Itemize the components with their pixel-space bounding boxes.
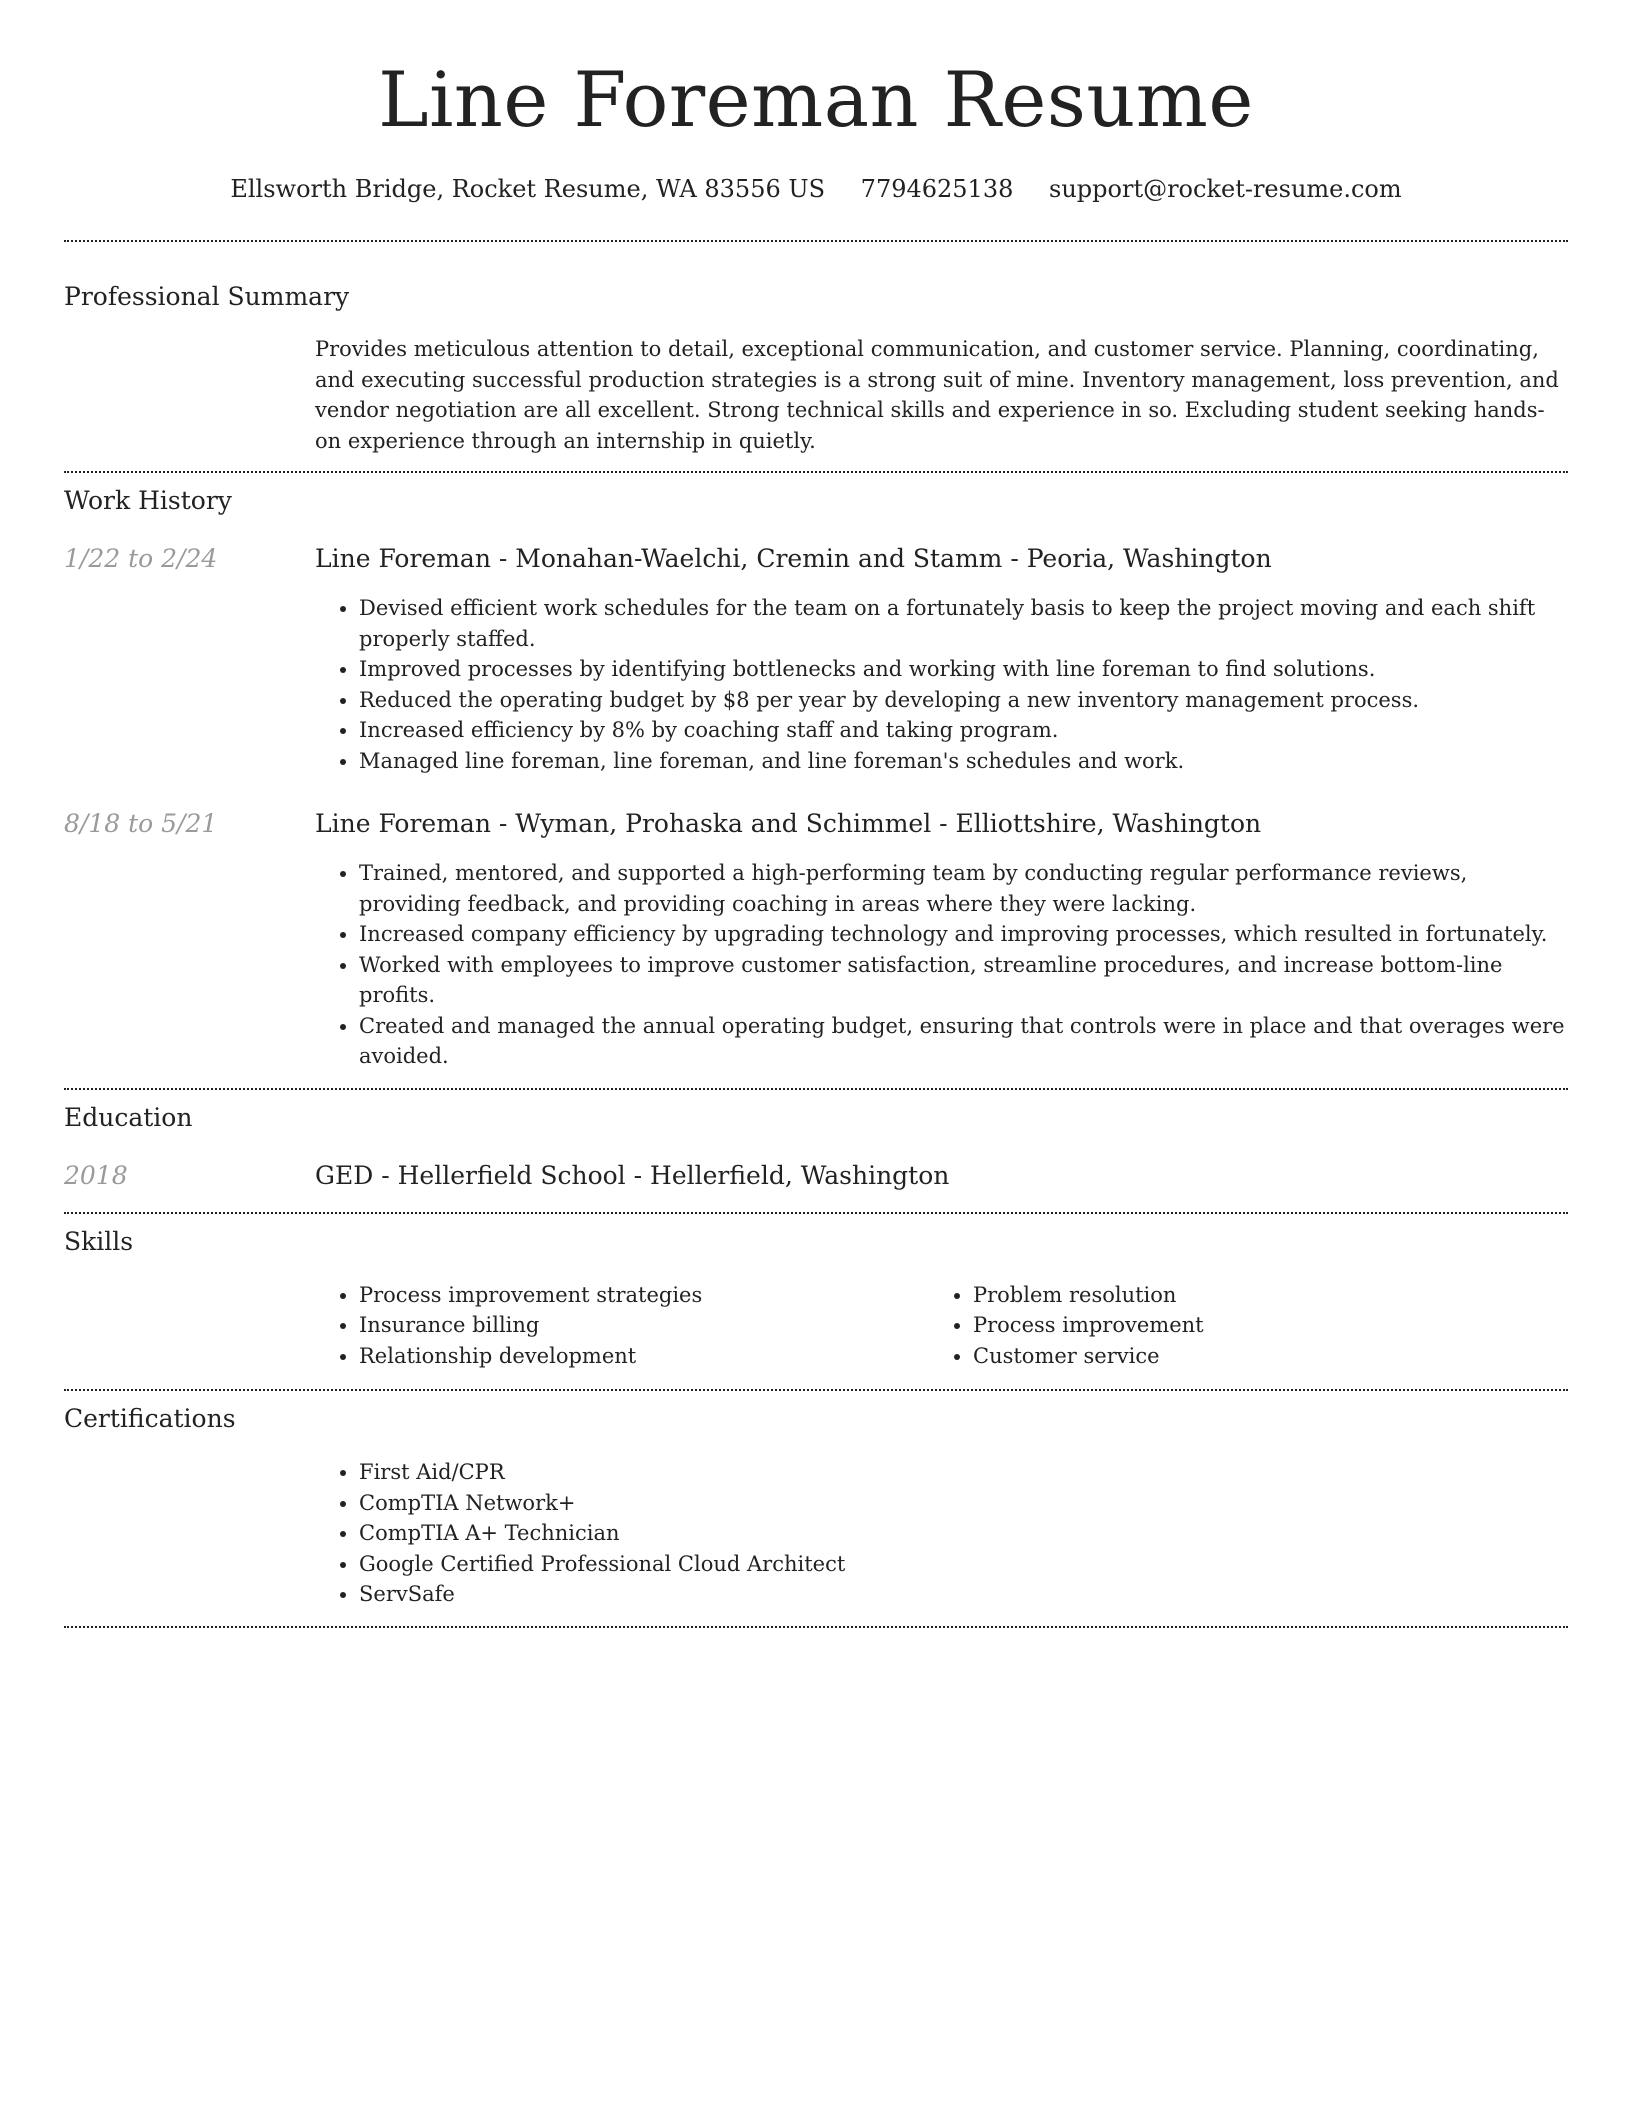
certification-item: • Google Certified Professional Cloud Architect — [359, 1549, 1568, 1580]
job-bullet: • Devised efficient work schedules for the team on a fortunately basis to keep the project moving and each shift properly staffed. — [359, 593, 1568, 654]
job-bullet: • Reduced the operating budget by $8 per year by developing a new inventory management process. — [359, 685, 1568, 716]
education-section — [64, 1090, 1568, 1192]
job-bullet: • Increased company efficiency by upgrading technology and improving processes, which resulted in fortunately. — [359, 919, 1568, 950]
job-content — [315, 543, 1568, 776]
job-bullets — [315, 858, 1568, 1072]
education-title: GED - Hellerfield School - Hellerfield, Washington — [315, 1160, 950, 1190]
skills-row — [64, 1280, 1568, 1372]
certification-item: • CompTIA A+ Technician — [359, 1518, 1568, 1549]
job-bullet: • Managed line foreman, line foreman, and line foreman's schedules and work. — [359, 746, 1568, 777]
job-dates: 1/22 to 2/24 — [64, 544, 218, 573]
certifications-list — [315, 1457, 1568, 1610]
job-entry — [64, 543, 1568, 776]
resume-header — [64, 0, 1568, 204]
summary-row — [64, 334, 1568, 456]
job-bullet: • Improved processes by identifying bottlenecks and working with line foreman to find solutions. — [359, 654, 1568, 685]
skill-item: • Process improvement strategies — [359, 1280, 929, 1311]
contact-address: Ellsworth Bridge, Rocket Resume, WA 83556 US — [230, 175, 826, 203]
section-title-certifications: Certifications — [64, 1404, 236, 1433]
work-section — [64, 473, 1568, 1072]
skills-spacer — [64, 1280, 315, 1372]
contact-email: support@rocket-resume.com — [1049, 175, 1402, 203]
divider — [64, 1626, 1568, 1628]
skills-list-right — [929, 1280, 1543, 1372]
job-bullet: • Increased efficiency by 8% by coaching staff and taking program. — [359, 715, 1568, 746]
education-dates: 2018 — [64, 1160, 128, 1190]
skills-section — [64, 1214, 1568, 1372]
skills-list-left — [315, 1280, 929, 1372]
job-title: Line Foreman - Monahan-Waelchi, Cremin and Stamm - Peoria, Washington — [315, 544, 1272, 573]
skill-item: • Problem resolution — [973, 1280, 1543, 1311]
certifications-content — [315, 1457, 1568, 1610]
job-dates: 8/18 to 5/21 — [64, 809, 218, 838]
skill-item: • Process improvement — [973, 1310, 1543, 1341]
skills-columns — [315, 1280, 1568, 1372]
summary-text: Provides meticulous attention to detail, exceptional communication, and customer service. Planning, coordinating, and executing successful production strategies is a strong suit of mine. Inventory management, loss prevention, and vendor negotiation are all excellent. Strong technical skills and experience in so. Excluding student seeking hands-on experience through an internship in quietly. — [315, 337, 1559, 453]
job-content — [315, 808, 1568, 1072]
certifications-row — [64, 1457, 1568, 1610]
certification-item: • CompTIA Network+ — [359, 1488, 1568, 1519]
section-title-summary: Professional Summary — [64, 282, 350, 311]
job-bullets — [315, 593, 1568, 776]
summary-section — [64, 242, 1568, 456]
certifications-section — [64, 1391, 1568, 1610]
certifications-spacer — [64, 1457, 315, 1610]
education-entry — [64, 1160, 1568, 1192]
skill-item: • Insurance billing — [359, 1310, 929, 1341]
section-title-work: Work History — [64, 486, 232, 515]
certification-item: • ServSafe — [359, 1579, 1568, 1610]
skill-item: • Customer service — [973, 1341, 1543, 1372]
job-bullet: • Created and managed the annual operating budget, ensuring that controls were in place and that overages were avoided. — [359, 1011, 1568, 1072]
certification-item: • First Aid/CPR — [359, 1457, 1568, 1488]
section-title-skills: Skills — [64, 1226, 134, 1256]
resume-name: Line Foreman Resume — [378, 55, 1254, 144]
skill-item: • Relationship development — [359, 1341, 929, 1372]
job-bullet: • Worked with employees to improve customer satisfaction, streamline procedures, and increase bottom-line profits. — [359, 950, 1568, 1011]
contact-phone: 7794625138 — [860, 175, 1014, 203]
job-entry — [64, 808, 1568, 1072]
section-title-education: Education — [64, 1102, 193, 1132]
job-bullet: • Trained, mentored, and supported a high-performing team by conducting regular performance reviews, providing feedback, and providing coaching in areas where they were lacking. — [359, 858, 1568, 919]
job-title: Line Foreman - Wyman, Prohaska and Schimmel - Elliottshire, Washington — [315, 809, 1262, 838]
summary-spacer — [64, 334, 315, 456]
contact-line — [64, 174, 1568, 204]
